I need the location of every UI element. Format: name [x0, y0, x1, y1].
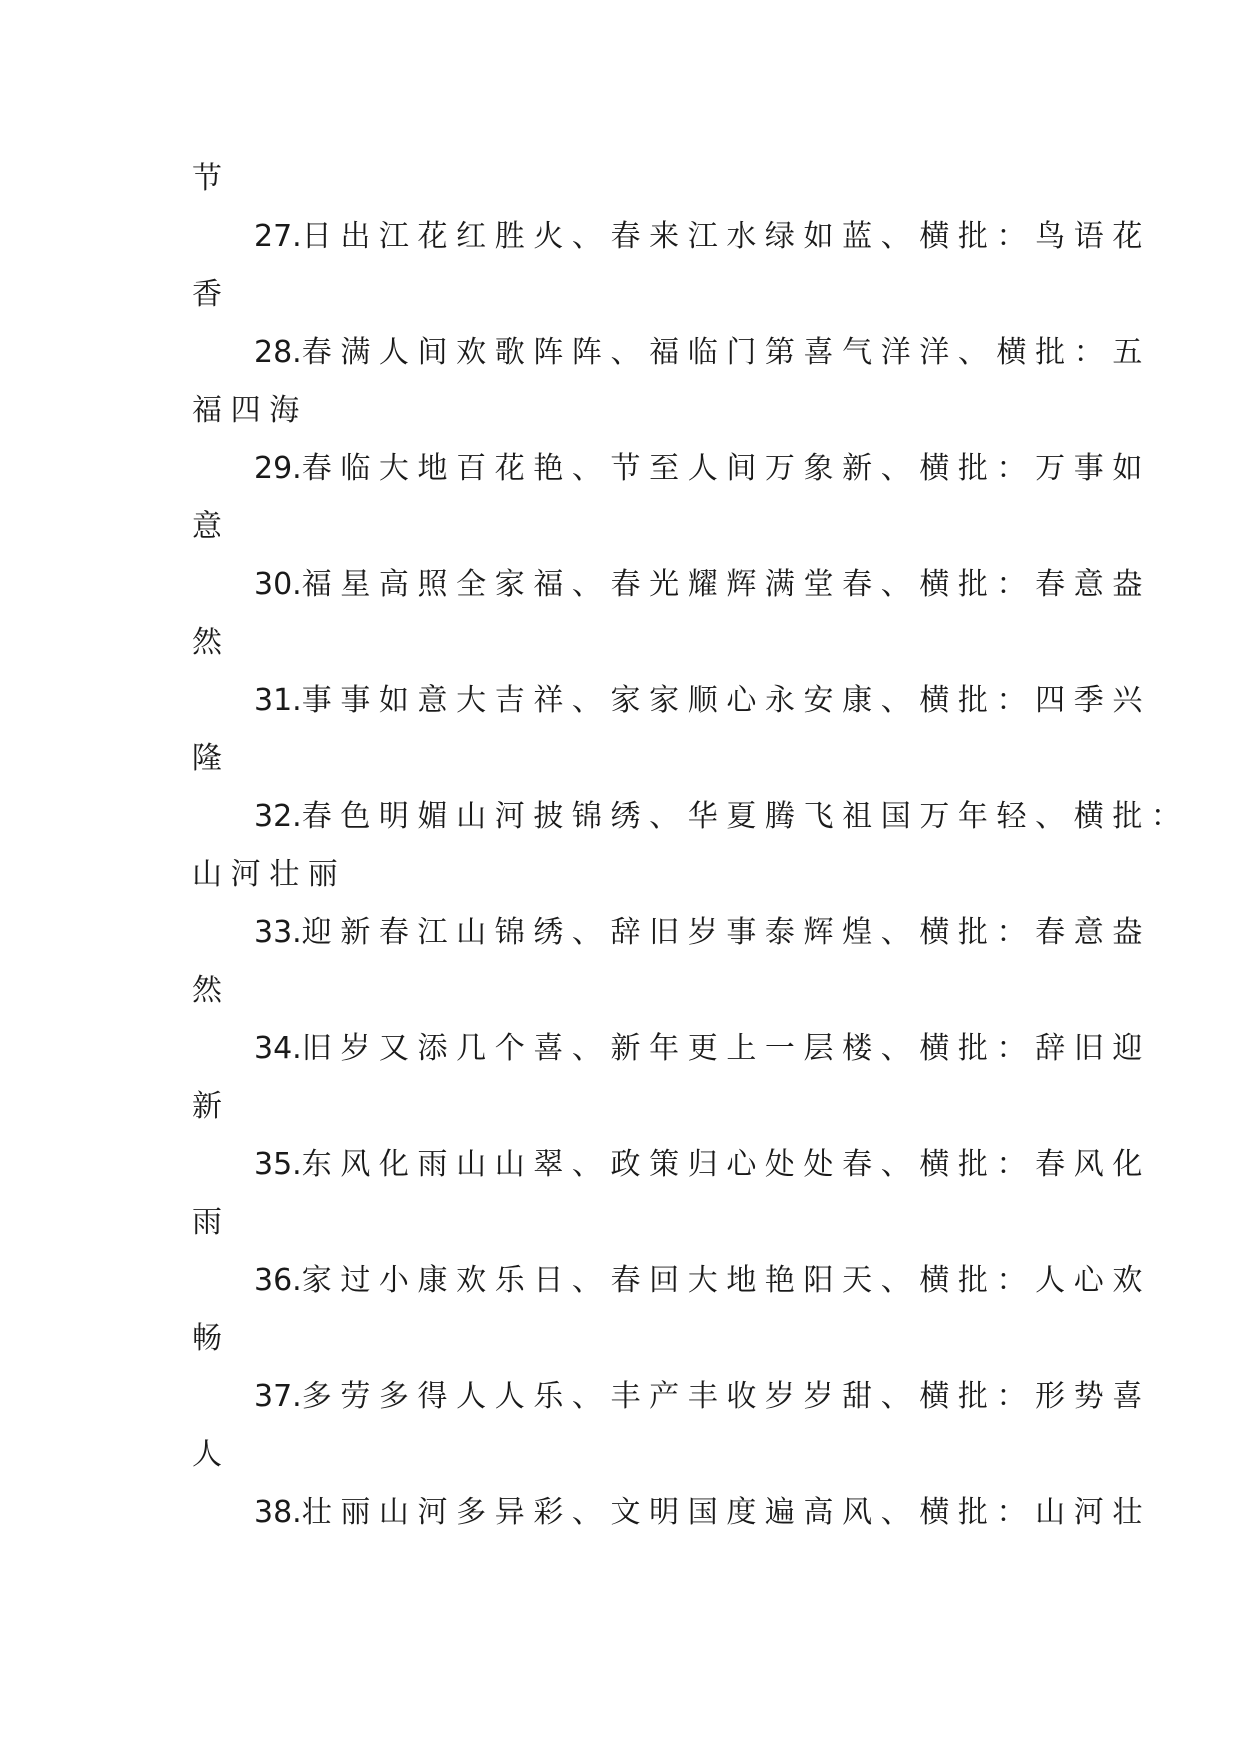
couplet-entry-30 — [192, 556, 1151, 672]
paragraph-first-line — [192, 1484, 1151, 1542]
couplet-entry-37 — [192, 1368, 1151, 1484]
couplet-entry-27 — [192, 208, 1151, 324]
couplet-entry-33 — [192, 904, 1151, 1020]
entry-number: 30. — [254, 567, 302, 602]
paragraph-continuation: 人 — [192, 1437, 231, 1472]
paragraph-line: 节 — [192, 161, 231, 196]
couplet-entry-36 — [192, 1252, 1151, 1368]
entry-number: 34. — [254, 1031, 302, 1066]
entry-text: 东风化雨山山翠、政策归心处处春、横批：春风化 — [301, 1147, 1151, 1182]
paragraph-first-line — [192, 440, 1151, 498]
entry-text: 日出江花红胜火、春来江水绿如蓝、横批：鸟语花 — [301, 219, 1151, 254]
entry-text: 春临大地百花艳、节至人间万象新、横批：万事如 — [301, 451, 1151, 486]
entry-number: 27. — [254, 219, 302, 254]
couplet-entry-29 — [192, 440, 1151, 556]
entry-text: 家过小康欢乐日、春回大地艳阳天、横批：人心欢 — [301, 1263, 1151, 1298]
entry-text: 事事如意大吉祥、家家顺心永安康、横批：四季兴 — [301, 683, 1151, 718]
paragraph-first-line — [192, 208, 1151, 266]
entry-number: 33. — [254, 915, 302, 950]
entry-text: 多劳多得人人乐、丰产丰收岁岁甜、横批：形势喜 — [301, 1379, 1151, 1414]
entry-text: 春满人间欢歌阵阵、福临门第喜气洋洋、横批：五 — [301, 335, 1151, 370]
paragraph-continuation: 然 — [192, 625, 231, 660]
entry-number: 32. — [254, 799, 302, 834]
paragraph-first-line — [192, 556, 1151, 614]
entry-number: 37. — [254, 1379, 302, 1414]
entry-number: 31. — [254, 683, 302, 718]
couplet-entry-34 — [192, 1020, 1151, 1136]
couplet-entry-32 — [192, 788, 1190, 904]
paragraph-first-line — [192, 672, 1151, 730]
paragraph-continuation: 意 — [192, 509, 231, 544]
paragraph-continuation: 香 — [192, 277, 231, 312]
entry-number: 36. — [254, 1263, 302, 1298]
couplet-entry-31 — [192, 672, 1151, 788]
paragraph-first-line — [192, 1252, 1151, 1310]
leading-fragment — [192, 150, 1072, 208]
paragraph-first-line — [192, 324, 1151, 382]
paragraph-first-line — [192, 904, 1151, 962]
paragraph-first-line — [192, 788, 1190, 846]
paragraph-first-line — [192, 1136, 1151, 1194]
paragraph-first-line — [192, 1020, 1151, 1078]
paragraph-continuation: 畅 — [192, 1321, 231, 1356]
paragraph-continuation: 隆 — [192, 741, 231, 776]
entry-text: 春色明媚山河披锦绣、华夏腾飞祖国万年轻、横批： — [301, 799, 1190, 834]
entry-text: 福星高照全家福、春光耀辉满堂春、横批：春意盎 — [301, 567, 1151, 602]
entry-number: 29. — [254, 451, 302, 486]
entry-text: 旧岁又添几个喜、新年更上一层楼、横批：辞旧迎 — [301, 1031, 1151, 1066]
paragraph-continuation: 福四海 — [192, 393, 308, 428]
entry-number: 35. — [254, 1147, 302, 1182]
entry-text: 迎新春江山锦绣、辞旧岁事泰辉煌、横批：春意盎 — [301, 915, 1151, 950]
entry-text: 壮丽山河多异彩、文明国度遍高风、横批：山河壮 — [301, 1495, 1151, 1530]
paragraph-first-line — [192, 1368, 1151, 1426]
entry-number: 38. — [254, 1495, 302, 1530]
paragraph-continuation: 新 — [192, 1089, 231, 1124]
paragraph-continuation: 然 — [192, 973, 231, 1008]
paragraph-continuation: 雨 — [192, 1205, 231, 1240]
paragraph-continuation: 山河壮丽 — [192, 857, 347, 892]
couplet-entry-28 — [192, 324, 1151, 440]
couplet-entry-38 — [192, 1484, 1151, 1542]
entry-number: 28. — [254, 335, 302, 370]
document-body — [192, 150, 1190, 1542]
couplet-entry-35 — [192, 1136, 1151, 1252]
